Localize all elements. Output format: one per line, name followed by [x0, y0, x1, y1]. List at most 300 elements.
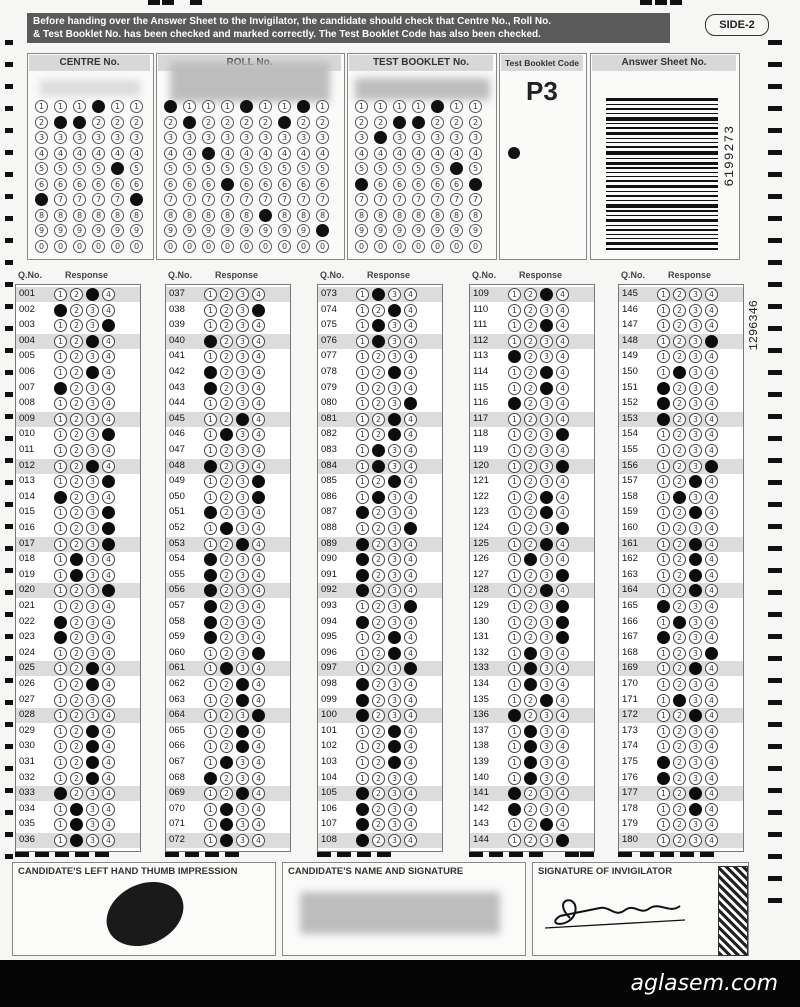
- option-bubble[interactable]: 4: [705, 413, 718, 426]
- digit-bubble[interactable]: 6: [374, 178, 387, 191]
- option-bubble[interactable]: 1: [204, 538, 217, 551]
- option-bubble[interactable]: 3: [540, 366, 553, 379]
- option-bubble[interactable]: 1: [508, 662, 521, 675]
- option-bubble[interactable]: 4: [404, 818, 417, 831]
- option-bubble[interactable]: 4: [102, 600, 115, 613]
- digit-bubble[interactable]: 7: [431, 193, 444, 206]
- option-bubble[interactable]: 1: [356, 413, 369, 426]
- option-bubble[interactable]: 2: [70, 725, 83, 738]
- digit-bubble[interactable]: 8: [164, 209, 177, 222]
- option-bubble[interactable]: 3: [540, 584, 553, 597]
- option-bubble[interactable]: 3: [540, 818, 553, 831]
- option-bubble[interactable]: 2: [220, 538, 233, 551]
- option-bubble[interactable]: 4: [252, 553, 265, 566]
- option-bubble[interactable]: 4: [102, 366, 115, 379]
- option-bubble[interactable]: 2: [524, 709, 537, 722]
- option-bubble[interactable]: 4: [705, 678, 718, 691]
- option-bubble[interactable]: 1: [54, 725, 67, 738]
- option-bubble[interactable]: 1: [657, 787, 670, 800]
- option-bubble[interactable]: 4: [556, 616, 569, 629]
- option-bubble[interactable]: 3: [689, 475, 702, 488]
- option-bubble[interactable]: 1: [204, 834, 217, 847]
- digit-bubble[interactable]: 0: [54, 240, 67, 253]
- option-bubble[interactable]: 2: [524, 460, 537, 473]
- option-bubble[interactable]: 3: [689, 428, 702, 441]
- option-bubble[interactable]: 1: [508, 506, 521, 519]
- option-bubble[interactable]: 2: [372, 319, 385, 332]
- option-bubble[interactable]: 2: [524, 600, 537, 613]
- option-bubble[interactable]: 1: [657, 616, 670, 629]
- option-bubble[interactable]: 3: [388, 319, 401, 332]
- option-bubble[interactable]: 4: [705, 600, 718, 613]
- option-bubble[interactable]: 2: [70, 444, 83, 457]
- option-bubble[interactable]: 1: [54, 475, 67, 488]
- option-bubble[interactable]: 2: [524, 772, 537, 785]
- digit-bubble[interactable]: 3: [393, 131, 406, 144]
- digit-bubble[interactable]: 6: [164, 178, 177, 191]
- digit-bubble[interactable]: 5: [54, 162, 67, 175]
- option-bubble[interactable]: 2: [673, 428, 686, 441]
- option-bubble[interactable]: 1: [657, 584, 670, 597]
- option-bubble[interactable]: 2: [220, 460, 233, 473]
- option-bubble[interactable]: 4: [705, 803, 718, 816]
- option-bubble[interactable]: 3: [388, 678, 401, 691]
- digit-bubble[interactable]: 3: [278, 131, 291, 144]
- option-bubble[interactable]: 3: [236, 569, 249, 582]
- option-bubble[interactable]: 3: [236, 553, 249, 566]
- digit-bubble[interactable]: 2: [355, 116, 368, 129]
- digit-bubble[interactable]: 3: [297, 131, 310, 144]
- option-bubble[interactable]: 1: [356, 382, 369, 395]
- digit-bubble[interactable]: 0: [297, 240, 310, 253]
- option-bubble[interactable]: 2: [524, 428, 537, 441]
- option-bubble[interactable]: 1: [508, 460, 521, 473]
- option-bubble[interactable]: 1: [508, 444, 521, 457]
- digit-bubble[interactable]: 5: [73, 162, 86, 175]
- option-bubble[interactable]: 1: [356, 694, 369, 707]
- option-bubble[interactable]: 3: [540, 694, 553, 707]
- option-bubble[interactable]: 3: [86, 694, 99, 707]
- option-bubble[interactable]: 1: [508, 740, 521, 753]
- option-bubble[interactable]: 1: [204, 304, 217, 317]
- option-bubble[interactable]: 1: [356, 366, 369, 379]
- option-bubble[interactable]: 4: [102, 522, 115, 535]
- option-bubble[interactable]: 2: [372, 662, 385, 675]
- option-bubble[interactable]: 3: [689, 803, 702, 816]
- option-bubble[interactable]: 4: [102, 553, 115, 566]
- digit-bubble[interactable]: 5: [355, 162, 368, 175]
- option-bubble[interactable]: 2: [524, 522, 537, 535]
- option-bubble[interactable]: 4: [404, 647, 417, 660]
- digit-bubble[interactable]: 5: [393, 162, 406, 175]
- option-bubble[interactable]: 1: [657, 694, 670, 707]
- option-bubble[interactable]: 3: [388, 366, 401, 379]
- option-bubble[interactable]: 2: [673, 772, 686, 785]
- option-bubble[interactable]: 3: [388, 616, 401, 629]
- option-bubble[interactable]: 2: [372, 428, 385, 441]
- option-bubble[interactable]: 1: [508, 616, 521, 629]
- option-bubble[interactable]: 2: [673, 319, 686, 332]
- digit-bubble[interactable]: 5: [240, 162, 253, 175]
- option-bubble[interactable]: 1: [657, 475, 670, 488]
- option-bubble[interactable]: 4: [404, 616, 417, 629]
- option-bubble[interactable]: 3: [86, 787, 99, 800]
- option-bubble[interactable]: 3: [236, 366, 249, 379]
- digit-bubble[interactable]: 1: [35, 100, 48, 113]
- option-bubble[interactable]: 2: [220, 740, 233, 753]
- option-bubble[interactable]: 3: [86, 662, 99, 675]
- option-bubble[interactable]: 2: [372, 740, 385, 753]
- digit-bubble[interactable]: 1: [469, 100, 482, 113]
- option-bubble[interactable]: 2: [524, 725, 537, 738]
- option-bubble[interactable]: 1: [657, 647, 670, 660]
- option-bubble[interactable]: 1: [508, 803, 521, 816]
- option-bubble[interactable]: 1: [657, 834, 670, 847]
- option-bubble[interactable]: 4: [404, 366, 417, 379]
- option-bubble[interactable]: 1: [54, 787, 67, 800]
- option-bubble[interactable]: 3: [86, 740, 99, 753]
- option-bubble[interactable]: 1: [356, 491, 369, 504]
- digit-bubble[interactable]: 3: [92, 131, 105, 144]
- option-bubble[interactable]: 1: [204, 553, 217, 566]
- option-bubble[interactable]: 2: [524, 506, 537, 519]
- option-bubble[interactable]: 2: [673, 662, 686, 675]
- digit-bubble[interactable]: 0: [92, 240, 105, 253]
- option-bubble[interactable]: 1: [204, 397, 217, 410]
- option-bubble[interactable]: 3: [236, 444, 249, 457]
- option-bubble[interactable]: 4: [252, 662, 265, 675]
- option-bubble[interactable]: 1: [54, 662, 67, 675]
- option-bubble[interactable]: 1: [54, 350, 67, 363]
- option-bubble[interactable]: 2: [673, 694, 686, 707]
- option-bubble[interactable]: 2: [70, 413, 83, 426]
- option-bubble[interactable]: 4: [102, 413, 115, 426]
- option-bubble[interactable]: 3: [540, 288, 553, 301]
- option-bubble[interactable]: 4: [102, 304, 115, 317]
- option-bubble[interactable]: 4: [404, 694, 417, 707]
- option-bubble[interactable]: 3: [689, 569, 702, 582]
- digit-bubble[interactable]: 4: [393, 147, 406, 160]
- digit-bubble[interactable]: 8: [393, 209, 406, 222]
- option-bubble[interactable]: 1: [356, 335, 369, 348]
- option-bubble[interactable]: 1: [356, 475, 369, 488]
- option-bubble[interactable]: 4: [102, 444, 115, 457]
- option-bubble[interactable]: 4: [705, 460, 718, 473]
- option-bubble[interactable]: 1: [54, 522, 67, 535]
- option-bubble[interactable]: 1: [54, 647, 67, 660]
- option-bubble[interactable]: 2: [673, 616, 686, 629]
- digit-bubble[interactable]: 7: [259, 193, 272, 206]
- digit-bubble[interactable]: 0: [183, 240, 196, 253]
- option-bubble[interactable]: 4: [102, 616, 115, 629]
- option-bubble[interactable]: 4: [102, 491, 115, 504]
- digit-bubble[interactable]: 6: [297, 178, 310, 191]
- option-bubble[interactable]: 2: [673, 522, 686, 535]
- option-bubble[interactable]: 4: [705, 616, 718, 629]
- option-bubble[interactable]: 4: [252, 616, 265, 629]
- digit-bubble[interactable]: 3: [355, 131, 368, 144]
- digit-bubble[interactable]: 8: [431, 209, 444, 222]
- digit-bubble[interactable]: 0: [73, 240, 86, 253]
- digit-bubble[interactable]: 7: [221, 193, 234, 206]
- option-bubble[interactable]: 4: [705, 756, 718, 769]
- option-bubble[interactable]: 3: [86, 553, 99, 566]
- option-bubble[interactable]: 3: [86, 428, 99, 441]
- digit-bubble[interactable]: 3: [202, 131, 215, 144]
- option-bubble[interactable]: 1: [204, 569, 217, 582]
- option-bubble[interactable]: 2: [372, 569, 385, 582]
- option-bubble[interactable]: 3: [388, 553, 401, 566]
- option-bubble[interactable]: 4: [404, 319, 417, 332]
- digit-bubble[interactable]: 7: [278, 193, 291, 206]
- digit-bubble[interactable]: 1: [316, 100, 329, 113]
- option-bubble[interactable]: 2: [70, 475, 83, 488]
- option-bubble[interactable]: 1: [204, 694, 217, 707]
- option-bubble[interactable]: 3: [540, 428, 553, 441]
- digit-bubble[interactable]: 6: [240, 178, 253, 191]
- option-bubble[interactable]: 3: [540, 444, 553, 457]
- option-bubble[interactable]: 4: [556, 647, 569, 660]
- digit-bubble[interactable]: 9: [202, 224, 215, 237]
- digit-bubble[interactable]: 1: [92, 100, 105, 113]
- option-bubble[interactable]: 2: [70, 600, 83, 613]
- option-bubble[interactable]: 2: [524, 756, 537, 769]
- option-bubble[interactable]: 4: [404, 584, 417, 597]
- digit-bubble[interactable]: 3: [431, 131, 444, 144]
- digit-bubble[interactable]: 9: [111, 224, 124, 237]
- option-bubble[interactable]: 1: [54, 584, 67, 597]
- option-bubble[interactable]: 3: [689, 397, 702, 410]
- option-bubble[interactable]: 3: [86, 506, 99, 519]
- option-bubble[interactable]: 2: [673, 475, 686, 488]
- option-bubble[interactable]: 2: [673, 834, 686, 847]
- option-bubble[interactable]: 1: [508, 678, 521, 691]
- option-bubble[interactable]: 1: [54, 616, 67, 629]
- digit-bubble[interactable]: 9: [164, 224, 177, 237]
- digit-bubble[interactable]: 5: [111, 162, 124, 175]
- option-bubble[interactable]: 1: [204, 319, 217, 332]
- digit-bubble[interactable]: 9: [297, 224, 310, 237]
- option-bubble[interactable]: 1: [204, 678, 217, 691]
- option-bubble[interactable]: 3: [540, 662, 553, 675]
- option-bubble[interactable]: 2: [673, 506, 686, 519]
- option-bubble[interactable]: 1: [657, 413, 670, 426]
- option-bubble[interactable]: 4: [252, 288, 265, 301]
- digit-bubble[interactable]: 3: [54, 131, 67, 144]
- option-bubble[interactable]: 1: [204, 506, 217, 519]
- option-bubble[interactable]: 3: [236, 616, 249, 629]
- digit-bubble[interactable]: 2: [183, 116, 196, 129]
- option-bubble[interactable]: 1: [54, 319, 67, 332]
- option-bubble[interactable]: 2: [220, 709, 233, 722]
- digit-bubble[interactable]: 6: [469, 178, 482, 191]
- option-bubble[interactable]: 2: [372, 787, 385, 800]
- option-bubble[interactable]: 1: [204, 647, 217, 660]
- digit-bubble[interactable]: 4: [431, 147, 444, 160]
- digit-bubble[interactable]: 1: [259, 100, 272, 113]
- digit-bubble[interactable]: 6: [73, 178, 86, 191]
- digit-bubble[interactable]: 2: [111, 116, 124, 129]
- digit-bubble[interactable]: 4: [259, 147, 272, 160]
- digit-bubble[interactable]: 6: [183, 178, 196, 191]
- digit-bubble[interactable]: 7: [111, 193, 124, 206]
- option-bubble[interactable]: 3: [236, 460, 249, 473]
- option-bubble[interactable]: 3: [388, 818, 401, 831]
- option-bubble[interactable]: 4: [404, 569, 417, 582]
- option-bubble[interactable]: 3: [689, 725, 702, 738]
- option-bubble[interactable]: 3: [86, 631, 99, 644]
- option-bubble[interactable]: 1: [54, 600, 67, 613]
- option-bubble[interactable]: 4: [705, 709, 718, 722]
- option-bubble[interactable]: 2: [524, 678, 537, 691]
- digit-bubble[interactable]: 0: [202, 240, 215, 253]
- option-bubble[interactable]: 1: [54, 444, 67, 457]
- option-bubble[interactable]: 3: [540, 319, 553, 332]
- option-bubble[interactable]: 1: [356, 756, 369, 769]
- option-bubble[interactable]: 1: [356, 569, 369, 582]
- option-bubble[interactable]: 1: [356, 678, 369, 691]
- option-bubble[interactable]: 4: [705, 834, 718, 847]
- option-bubble[interactable]: 1: [54, 772, 67, 785]
- option-bubble[interactable]: 1: [657, 662, 670, 675]
- option-bubble[interactable]: 2: [220, 522, 233, 535]
- option-bubble[interactable]: 2: [70, 335, 83, 348]
- option-bubble[interactable]: 1: [204, 413, 217, 426]
- option-bubble[interactable]: 1: [356, 662, 369, 675]
- option-bubble[interactable]: 1: [356, 319, 369, 332]
- option-bubble[interactable]: 3: [236, 584, 249, 597]
- option-bubble[interactable]: 2: [70, 584, 83, 597]
- option-bubble[interactable]: 2: [524, 304, 537, 317]
- option-bubble[interactable]: 2: [220, 756, 233, 769]
- option-bubble[interactable]: 2: [220, 803, 233, 816]
- digit-bubble[interactable]: 9: [259, 224, 272, 237]
- option-bubble[interactable]: 2: [372, 506, 385, 519]
- option-bubble[interactable]: 3: [86, 350, 99, 363]
- digit-bubble[interactable]: 2: [412, 116, 425, 129]
- option-bubble[interactable]: 4: [102, 428, 115, 441]
- option-bubble[interactable]: 1: [657, 491, 670, 504]
- option-bubble[interactable]: 3: [236, 538, 249, 551]
- digit-bubble[interactable]: 5: [431, 162, 444, 175]
- option-bubble[interactable]: 4: [404, 834, 417, 847]
- option-bubble[interactable]: 4: [556, 397, 569, 410]
- option-bubble[interactable]: 1: [54, 553, 67, 566]
- digit-bubble[interactable]: 0: [259, 240, 272, 253]
- digit-bubble[interactable]: 3: [130, 131, 143, 144]
- option-bubble[interactable]: 4: [556, 772, 569, 785]
- option-bubble[interactable]: 2: [372, 616, 385, 629]
- digit-bubble[interactable]: 8: [183, 209, 196, 222]
- option-bubble[interactable]: 4: [252, 475, 265, 488]
- option-bubble[interactable]: 1: [356, 834, 369, 847]
- option-bubble[interactable]: 2: [70, 709, 83, 722]
- option-bubble[interactable]: 2: [220, 506, 233, 519]
- option-bubble[interactable]: 4: [705, 335, 718, 348]
- option-bubble[interactable]: 3: [540, 382, 553, 395]
- option-bubble[interactable]: 4: [252, 522, 265, 535]
- option-bubble[interactable]: 3: [388, 350, 401, 363]
- option-bubble[interactable]: 2: [220, 678, 233, 691]
- option-bubble[interactable]: 3: [236, 475, 249, 488]
- option-bubble[interactable]: 2: [524, 803, 537, 816]
- option-bubble[interactable]: 2: [673, 631, 686, 644]
- digit-bubble[interactable]: 9: [431, 224, 444, 237]
- option-bubble[interactable]: 1: [204, 772, 217, 785]
- option-bubble[interactable]: 4: [556, 662, 569, 675]
- option-bubble[interactable]: 3: [86, 709, 99, 722]
- option-bubble[interactable]: 2: [220, 569, 233, 582]
- option-bubble[interactable]: 2: [220, 413, 233, 426]
- option-bubble[interactable]: 3: [540, 350, 553, 363]
- option-bubble[interactable]: 3: [86, 475, 99, 488]
- option-bubble[interactable]: 2: [70, 366, 83, 379]
- digit-bubble[interactable]: 5: [412, 162, 425, 175]
- option-bubble[interactable]: 1: [204, 631, 217, 644]
- option-bubble[interactable]: 1: [54, 803, 67, 816]
- option-bubble[interactable]: 3: [86, 772, 99, 785]
- option-bubble[interactable]: 2: [673, 491, 686, 504]
- option-bubble[interactable]: 4: [404, 787, 417, 800]
- option-bubble[interactable]: 4: [252, 647, 265, 660]
- option-bubble[interactable]: 2: [70, 616, 83, 629]
- option-bubble[interactable]: 3: [540, 616, 553, 629]
- digit-bubble[interactable]: 4: [130, 147, 143, 160]
- option-bubble[interactable]: 2: [524, 413, 537, 426]
- option-bubble[interactable]: 2: [524, 662, 537, 675]
- digit-bubble[interactable]: 4: [374, 147, 387, 160]
- option-bubble[interactable]: 3: [540, 553, 553, 566]
- option-bubble[interactable]: 3: [388, 569, 401, 582]
- digit-bubble[interactable]: 4: [202, 147, 215, 160]
- option-bubble[interactable]: 3: [86, 491, 99, 504]
- option-bubble[interactable]: 3: [689, 288, 702, 301]
- option-bubble[interactable]: 1: [204, 428, 217, 441]
- option-bubble[interactable]: 4: [252, 678, 265, 691]
- option-bubble[interactable]: 2: [220, 772, 233, 785]
- option-bubble[interactable]: 3: [689, 506, 702, 519]
- option-bubble[interactable]: 4: [102, 756, 115, 769]
- option-bubble[interactable]: 4: [705, 288, 718, 301]
- option-bubble[interactable]: 1: [356, 803, 369, 816]
- option-bubble[interactable]: 2: [220, 834, 233, 847]
- option-bubble[interactable]: 2: [673, 304, 686, 317]
- option-bubble[interactable]: 3: [388, 335, 401, 348]
- option-bubble[interactable]: 4: [102, 538, 115, 551]
- option-bubble[interactable]: 4: [556, 803, 569, 816]
- option-bubble[interactable]: 4: [252, 538, 265, 551]
- digit-bubble[interactable]: 9: [73, 224, 86, 237]
- option-bubble[interactable]: 4: [102, 725, 115, 738]
- digit-bubble[interactable]: 5: [221, 162, 234, 175]
- digit-bubble[interactable]: 4: [316, 147, 329, 160]
- option-bubble[interactable]: 1: [657, 818, 670, 831]
- digit-bubble[interactable]: 2: [278, 116, 291, 129]
- option-bubble[interactable]: 2: [70, 397, 83, 410]
- option-bubble[interactable]: 1: [204, 803, 217, 816]
- option-bubble[interactable]: 4: [556, 475, 569, 488]
- option-bubble[interactable]: 4: [556, 288, 569, 301]
- option-bubble[interactable]: 1: [54, 413, 67, 426]
- digit-bubble[interactable]: 9: [240, 224, 253, 237]
- option-bubble[interactable]: 4: [705, 569, 718, 582]
- option-bubble[interactable]: 4: [705, 772, 718, 785]
- digit-bubble[interactable]: 2: [297, 116, 310, 129]
- digit-bubble[interactable]: 8: [240, 209, 253, 222]
- option-bubble[interactable]: 4: [705, 631, 718, 644]
- option-bubble[interactable]: 2: [673, 350, 686, 363]
- digit-bubble[interactable]: 3: [450, 131, 463, 144]
